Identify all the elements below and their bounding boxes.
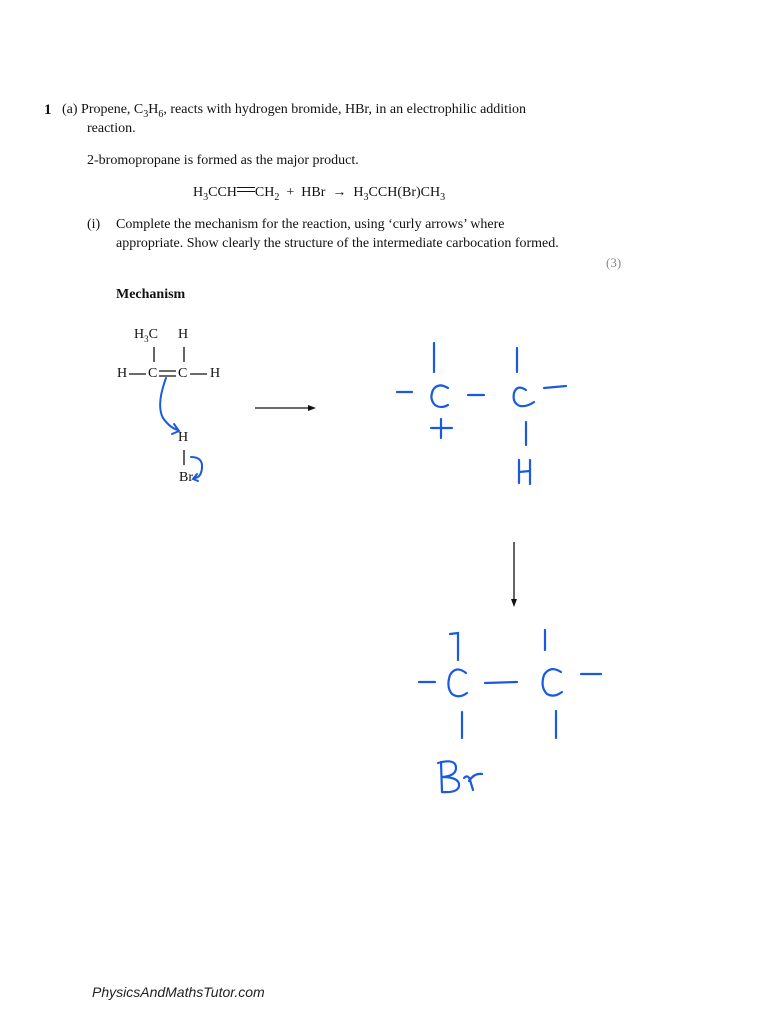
question-number: 1 [44, 102, 52, 118]
eq-lhs-ch: CH [254, 185, 275, 200]
h3c-c: C [148, 327, 158, 342]
subpart-line2: appropriate. Show clearly the structure of the intermediate carbocation formed. [116, 236, 559, 251]
part-label: (a) [62, 102, 78, 117]
hw-bond-c2-right [544, 386, 566, 388]
eq-arrow: → [332, 185, 347, 200]
marks-label: (3) [606, 255, 622, 270]
question-text-line2: reaction. [87, 121, 136, 136]
h3c-sub: 3 [144, 333, 149, 344]
left-hydrogen: H [117, 366, 128, 381]
intro-text-a: Propene, C [81, 102, 144, 117]
hw-h-bar [519, 471, 530, 472]
eq-sub: 3 [203, 191, 209, 203]
footer-website[interactable]: PhysicsAndMathsTutor.com [92, 984, 265, 1000]
hw-r [464, 774, 482, 790]
right-hydrogen: H [210, 366, 221, 381]
eq-sub: 3 [440, 191, 446, 203]
intro-subscript-3: 3 [143, 108, 149, 120]
hbr-bromine: Br [179, 470, 193, 485]
curly-arrow-pi-bond [160, 378, 178, 430]
carbon-2: C [178, 366, 188, 381]
carbon-1: C [148, 366, 158, 381]
hw-prod-bond-c1-c2 [485, 682, 517, 683]
intro-text-b: , reacts with hydrogen bromide, HBr, in an electrophilic addition [163, 102, 526, 117]
eq-sub: 3 [363, 191, 369, 203]
intro-subscript-6: 6 [158, 108, 164, 120]
eq-sub: 2 [274, 191, 280, 203]
hw-prod-bond-c1-up [450, 633, 458, 660]
eq-lhs-cch: CCH [208, 185, 237, 200]
h3c-h: H [134, 327, 145, 342]
eq-rhs-h: H [353, 185, 364, 200]
eq-lhs-h: H [193, 185, 204, 200]
subpart-line1: Complete the mechanism for the reaction, using ‘curly arrows’ where [116, 217, 505, 232]
handwritten-product [419, 630, 601, 792]
eq-plus: + [286, 185, 295, 200]
mechanism-heading: Mechanism [116, 287, 186, 302]
reaction-arrow-down-head [511, 599, 517, 607]
top-hydrogen: H [178, 327, 189, 342]
hw-b-stem [441, 762, 442, 792]
reaction-arrow-right-head [308, 405, 316, 411]
handwritten-carbocation [397, 343, 566, 484]
eq-hbr: HBr [301, 185, 326, 200]
hw-carbon-1 [431, 385, 448, 407]
product-statement: 2-bromopropane is formed as the major product. [87, 153, 359, 168]
intro-h: H [148, 102, 159, 117]
eq-rhs-body: CCH(Br)CH [368, 185, 441, 200]
subpart-label: (i) [87, 217, 101, 232]
hw-carbon-2 [514, 388, 534, 407]
hw-prod-carbon-1 [448, 669, 467, 696]
hw-prod-carbon-2 [543, 669, 562, 695]
hbr-hydrogen: H [178, 430, 189, 445]
